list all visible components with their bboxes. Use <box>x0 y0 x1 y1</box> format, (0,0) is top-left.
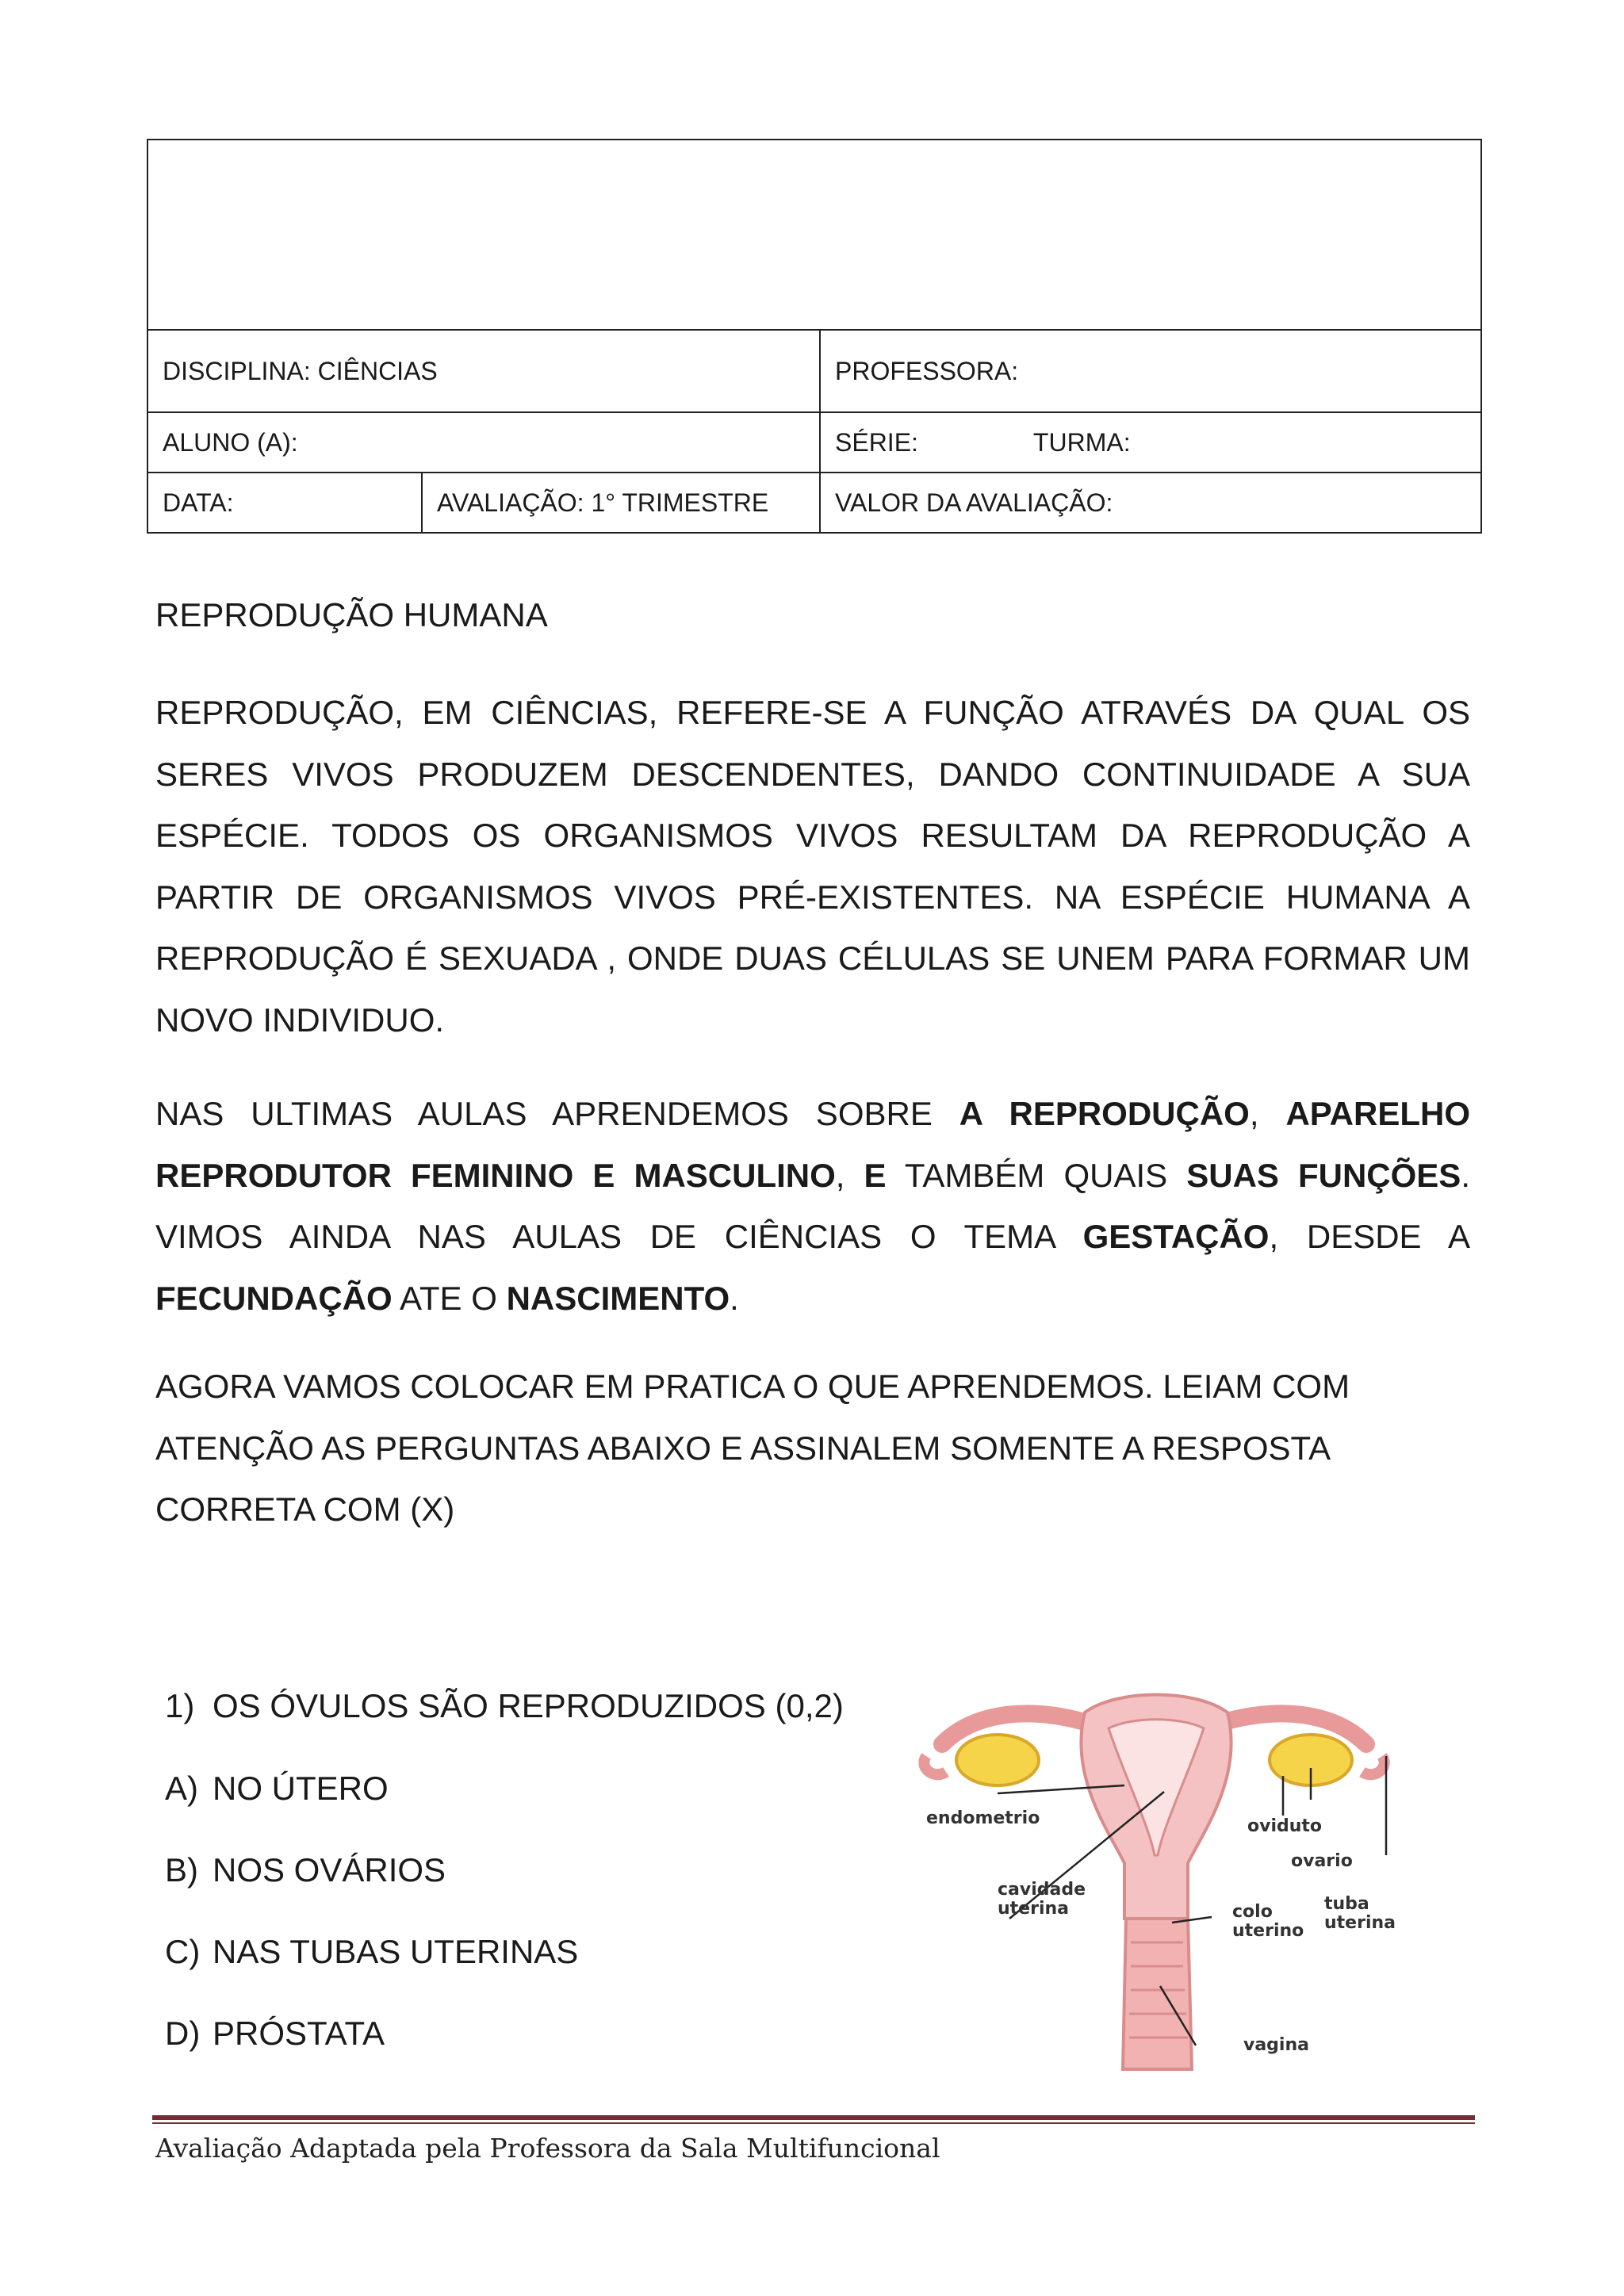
serie-turma-cell <box>821 413 1480 472</box>
label-oviduto: oviduto <box>1247 1816 1323 1836</box>
header-row-3 <box>148 473 1480 532</box>
valor-cell: VALOR DA AVALIAÇÃO: <box>835 488 1113 517</box>
label-cavidade: cavidade uterina <box>998 1880 1086 1919</box>
label-ovario: ovario <box>1291 1851 1353 1871</box>
label-tuba: tuba uterina <box>1324 1894 1396 1933</box>
label-endometrio: endometrio <box>926 1808 1040 1828</box>
header-blank-area <box>148 140 1480 331</box>
uterus-diagram <box>910 1681 1398 2093</box>
question-1 <box>165 1687 844 1725</box>
label-colo: colo uterino <box>1232 1902 1304 1941</box>
paragraph-instructions: AGORA VAMOS COLOCAR EM PRATICA O QUE APRENDEMOS. LEIAM COM ATENÇÃO AS PERGUNTAS ABAIXO E ASSINALEM SOMENTE A RESPOSTA CORRETA COM (X) <box>155 1368 1350 1528</box>
avaliacao-cell: AVALIAÇÃO: 1° TRIMESTRE <box>423 473 821 532</box>
turma-label: TURMA: <box>1032 427 1131 457</box>
header-row-2 <box>148 413 1480 473</box>
header-table <box>147 139 1482 534</box>
option-c[interactable]: C) NAS TUBAS UTERINAS <box>165 1933 579 1970</box>
uterus-illustration <box>910 1681 1398 2093</box>
data-cell: DATA: <box>148 473 423 532</box>
option-b[interactable]: B) NOS OVÁRIOS <box>165 1851 446 1888</box>
paragraph-intro: REPRODUÇÃO, EM CIÊNCIAS, REFERE-SE A FUNÇÃO ATRAVÉS DA QUAL OS SERES VIVOS PRODUZEM DESCENDENTES, DANDO CONTINUIDADE A SUA ESPÉCIE. TODOS OS ORGANISMOS VIVOS RESULTAM DA REPRODUÇÃO A PARTIR DE ORGANISMOS VIVOS PRÉ-EXISTENTES. NA ESPÉCIE HUMANA A REPRODUÇÃO É SEXUADA , ONDE DUAS CÉLULAS SE UNEM PARA FORMAR UM NOVO INDIVIDUO. <box>155 694 1470 1039</box>
footer-text: Avaliação Adaptada pela Professora da Sala Multifuncional <box>155 2133 940 2164</box>
aluno-cell: ALUNO (A): <box>148 413 821 472</box>
section-title: REPRODUÇÃO HUMANA <box>155 596 548 633</box>
serie-label: SÉRIE: <box>835 427 918 457</box>
option-d[interactable]: D) PRÓSTATA <box>165 2015 385 2052</box>
option-a[interactable]: A) NO ÚTERO <box>165 1770 389 1807</box>
disciplina-cell: DISCIPLINA: CIÊNCIAS <box>148 331 821 411</box>
professora-cell: PROFESSORA: <box>835 356 1019 385</box>
paragraph-summary: NAS ULTIMAS AULAS APRENDEMOS SOBRE A REPRODUÇÃO, APARELHO REPRODUTOR FEMININO E MASCULINO, E TAMBÉM QUAIS SUAS FUNÇÕES. VIMOS AINDA NAS AULAS DE CIÊNCIAS O TEMA GESTAÇÃO, DESDE A FECUNDAÇÃO ATE O NASCIMENTO. <box>155 1095 1471 1317</box>
footer-rule-thin <box>152 2122 1475 2124</box>
footer-rule <box>152 2115 1475 2120</box>
header-row-1 <box>148 331 1480 413</box>
question-number: 1) <box>165 1687 195 1724</box>
question-text: OS ÓVULOS SÃO REPRODUZIDOS (0,2) <box>213 1687 844 1724</box>
label-vagina: vagina <box>1243 2035 1309 2055</box>
